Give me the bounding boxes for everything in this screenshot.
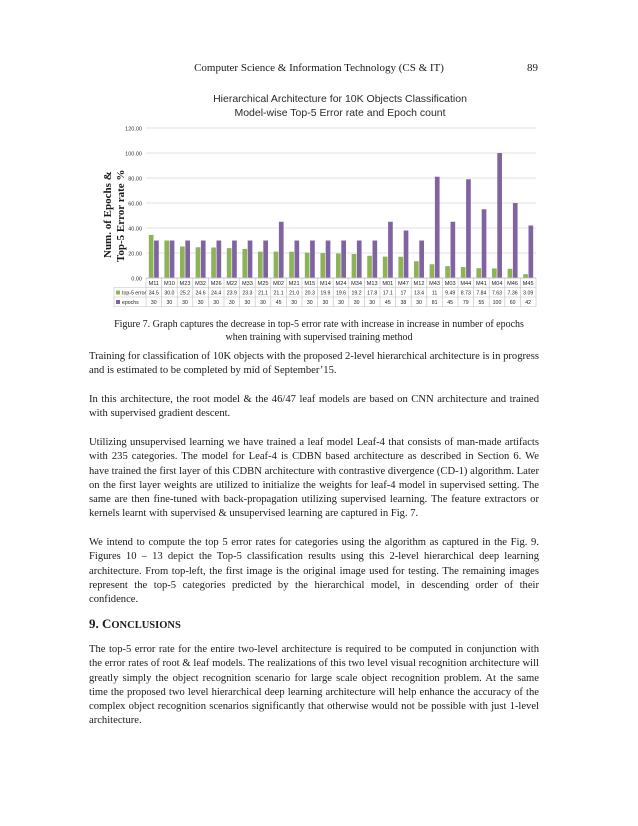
bar-epochs — [529, 226, 534, 279]
bar-top5-error — [398, 257, 403, 278]
bar-epochs — [310, 241, 315, 279]
data-label-epochs: 30 — [244, 300, 251, 306]
paragraph-5: The top-5 error rate for the entire two-level architecture is required to be computed in conjunction with the error rates of root & leaf models. The realizations of this two level visual recognition architecture will greatly simply the object recognition scenario for large scale object recognition problem. At the same time the proposed two level hierarchical deep learning architecture will help enhance the accuracy of the complex object recognition scenarios significantly that otherwise would not be possible with just 1-level architecture. — [89, 644, 539, 727]
data-label-epochs: 30 — [166, 300, 173, 306]
bar-epochs — [248, 241, 253, 279]
data-label-epochs: 30 — [322, 300, 329, 306]
bar-epochs — [201, 241, 206, 279]
data-label-epochs: 30 — [260, 300, 266, 306]
bar-epochs — [451, 222, 456, 278]
bar-epochs — [232, 241, 237, 279]
data-label-top5-error: 24.4 — [211, 290, 222, 297]
x-tick-label: M22 — [226, 281, 238, 287]
data-label-epochs: 30 — [213, 300, 220, 306]
bar-top5-error — [305, 253, 310, 278]
data-label-epochs: 45 — [447, 300, 454, 306]
bar-top5-error — [336, 254, 341, 279]
x-tick-label: M15 — [304, 281, 316, 287]
data-label-top5-error: 3.09 — [523, 290, 534, 297]
data-label-top5-error: 21.1 — [257, 290, 269, 297]
x-tick-label: M46 — [507, 281, 519, 287]
bar-top5-error — [196, 247, 201, 278]
data-label-top5-error: 23.3 — [242, 290, 253, 297]
bar-top5-error — [414, 261, 419, 278]
x-tick-label: M47 — [397, 281, 409, 287]
data-label-top5-error: 9.49 — [445, 290, 456, 297]
data-label-top5-error: 19.9 — [320, 290, 331, 297]
bar-epochs — [185, 241, 190, 279]
paragraph-1: Training for classification of 10K objects with the proposed 2-level hierarchical architecture is in progress and is estimated to be completed by mid of September’15. — [89, 351, 539, 377]
x-tick-label: M21 — [288, 281, 300, 287]
x-tick-label: M12 — [413, 281, 425, 287]
x-tick-label: M25 — [257, 281, 269, 287]
bar-top5-error — [289, 252, 294, 278]
bar-top5-error — [258, 252, 263, 278]
section-heading-text: ONCLUSIONS — [111, 620, 181, 631]
bar-epochs — [513, 203, 518, 278]
y-axis-label-line1: Num. of Epochs & — [102, 171, 114, 258]
x-tick-label: M33 — [241, 281, 253, 287]
bar-top5-error — [430, 264, 435, 278]
chart-title-block — [150, 92, 530, 120]
data-label-epochs: 30 — [369, 300, 376, 306]
x-tick-label: M26 — [210, 281, 222, 287]
bar-epochs — [419, 241, 424, 279]
x-tick-label: M34 — [351, 281, 363, 287]
bar-epochs — [263, 241, 268, 279]
data-label-epochs: 30 — [182, 300, 188, 306]
figure-caption — [80, 318, 558, 344]
x-tick-label: M14 — [319, 281, 331, 287]
y-tick-label: 60.00 — [128, 201, 142, 208]
chart-title: Hierarchical Architecture for 10K Objects Classification — [213, 93, 467, 105]
section-heading — [89, 616, 181, 632]
bar-epochs — [326, 241, 331, 279]
x-tick-label: M44 — [460, 281, 472, 287]
data-label-top5-error: 7.84 — [476, 290, 487, 297]
x-tick-label: M41 — [475, 281, 487, 287]
x-tick-label: M45 — [522, 281, 534, 287]
section-heading-number: 9. C — [89, 616, 112, 631]
data-label-top5-error: 20.3 — [304, 290, 315, 297]
bar-epochs — [404, 231, 409, 279]
bar-epochs — [373, 241, 378, 279]
x-tick-label: M32 — [195, 281, 207, 287]
x-tick-label: M11 — [148, 281, 160, 287]
x-tick-label: M01 — [382, 281, 394, 287]
bar-epochs — [497, 153, 502, 278]
x-tick-label: M02 — [273, 281, 285, 287]
data-label-top5-error: 25.2 — [179, 290, 191, 297]
data-label-top5-error: 7.63 — [491, 290, 503, 297]
bar-epochs — [217, 241, 222, 279]
legend-label: top-5 error — [122, 290, 147, 297]
bar-top5-error — [445, 266, 450, 278]
bar-top5-error — [211, 248, 216, 279]
x-tick-label: M23 — [179, 281, 191, 287]
data-label-top5-error: 7.36 — [507, 290, 518, 297]
data-label-top5-error: 17.8 — [367, 290, 378, 297]
data-label-epochs: 79 — [462, 300, 469, 306]
bar-epochs — [466, 179, 471, 278]
data-label-epochs: 30 — [228, 300, 235, 306]
data-label-epochs: 30 — [338, 300, 344, 306]
bar-top5-error — [274, 252, 279, 278]
data-label-epochs: 38 — [400, 300, 407, 306]
bar-epochs — [388, 222, 393, 278]
data-label-epochs: 55 — [478, 300, 485, 306]
bar-top5-error — [383, 257, 388, 278]
x-tick-label: M04 — [491, 281, 503, 287]
data-label-epochs: 45 — [384, 300, 391, 306]
bar-epochs — [435, 177, 440, 278]
paragraph-4: We intend to compute the top 5 error rates for categories using the algorithm as captured in the Fig. 9. Figures 10 – 13 depict the Top-5 classification results using this 2-level hierarchical deep learning architecture. From top-left, the first image is the original image used for testing. The remaining images represent the top-5 categories predicted by the hierarchical model, in descending order of their confidence. — [89, 537, 539, 606]
page-number: 89 — [527, 62, 538, 74]
legend-swatch — [116, 300, 120, 304]
bar-epochs — [295, 241, 300, 279]
figure-caption-line2: when training with supervised training method — [225, 332, 413, 343]
data-label-epochs: 30 — [306, 300, 313, 306]
x-tick-label: M24 — [335, 281, 347, 287]
data-label-top5-error: 30.0 — [164, 290, 175, 297]
chart-subtitle: Model-wise Top-5 Error rate and Epoch count — [234, 107, 446, 119]
running-title: Computer Science & Information Technology (CS & IT) — [194, 62, 444, 74]
data-label-top5-error: 19.6 — [335, 290, 347, 297]
bar-top5-error — [352, 254, 357, 278]
data-label-epochs: 81 — [431, 300, 438, 306]
bar-top5-error — [508, 269, 513, 278]
y-tick-label: 100.00 — [125, 151, 142, 158]
x-tick-label: M13 — [366, 281, 378, 287]
data-label-epochs: 30 — [291, 300, 298, 306]
bar-top5-error — [461, 267, 466, 278]
bar-top5-error — [180, 247, 185, 279]
data-label-epochs: 100 — [492, 300, 502, 306]
data-label-epochs: 30 — [416, 300, 422, 306]
bar-top5-error — [492, 268, 497, 278]
bar-top5-error — [149, 235, 154, 278]
data-label-top5-error: 8.73 — [460, 290, 471, 297]
x-tick-label: M10 — [163, 281, 175, 287]
legend-label: epochs — [122, 300, 139, 306]
y-tick-label: 0.00 — [131, 276, 142, 283]
paragraph-3: Utilizing unsupervised learning we have trained a leaf model Leaf-4 that consists of man-made artifacts with 235 categories. The model for Leaf-4 is CDBN based architecture as described in Section 6. We have trained the first layer of this CDBN architecture with contrastive divergence (CD-1) algorithm. Later on the first layer weights are utilized to initialize the weights for leaf-4 model in supervised setting. The same are then fine-tuned with back-propagation utilizing supervised learning. The feature extractors or kernels learnt with supervised & unsupervised learning are captured in Fig. 7. — [89, 437, 539, 520]
data-label-epochs: 45 — [275, 300, 282, 306]
bar-epochs — [357, 241, 362, 279]
y-axis-label-line2: Top-5 Error rate % — [115, 169, 127, 262]
data-label-top5-error: 21.0 — [289, 290, 300, 297]
data-label-top5-error: 17.1 — [382, 290, 393, 297]
bar-top5-error — [320, 253, 325, 278]
bar-epochs — [170, 241, 175, 279]
bar-top5-error — [523, 274, 528, 278]
bar-top5-error — [242, 249, 247, 278]
bar-epochs — [341, 241, 346, 279]
bar-epochs — [279, 222, 284, 278]
data-label-top5-error: 11 — [431, 290, 438, 297]
data-label-top5-error: 19.2 — [351, 290, 362, 297]
x-tick-label: M03 — [444, 281, 456, 287]
bar-top5-error — [164, 241, 169, 279]
y-tick-label: 20.00 — [128, 251, 142, 258]
data-label-top5-error: 13.4 — [413, 290, 425, 297]
data-label-epochs: 30 — [150, 300, 157, 306]
bar-top5-error — [476, 268, 481, 278]
data-label-top5-error: 21.1 — [273, 290, 284, 297]
data-label-top5-error: 17 — [400, 290, 407, 297]
y-tick-label: 40.00 — [128, 226, 142, 233]
data-label-epochs: 30 — [353, 300, 360, 306]
x-tick-label: M43 — [429, 281, 441, 287]
y-tick-label: 80.00 — [128, 176, 142, 183]
bar-epochs — [154, 241, 159, 279]
data-label-top5-error: 34.5 — [148, 290, 159, 297]
bar-top5-error — [367, 256, 372, 278]
legend-swatch — [116, 291, 120, 295]
y-tick-label: 120.00 — [125, 126, 142, 133]
bar-top5-error — [227, 248, 232, 278]
page-header — [0, 62, 638, 78]
data-label-top5-error: 24.6 — [195, 290, 206, 297]
bar-epochs — [482, 209, 487, 278]
figure-caption-line1: Figure 7. Graph captures the decrease in top-5 error rate with increase in increase in number of epochs — [114, 319, 524, 330]
data-label-epochs: 42 — [525, 300, 532, 306]
data-label-epochs: 60 — [509, 300, 516, 306]
data-label-epochs: 30 — [197, 300, 204, 306]
data-label-top5-error: 23.9 — [226, 290, 237, 297]
paragraph-2: In this architecture, the root model & the 46/47 leaf models are based on CNN architecture and trained with supervised gradient descent. — [89, 394, 539, 420]
bar-chart — [110, 122, 540, 312]
